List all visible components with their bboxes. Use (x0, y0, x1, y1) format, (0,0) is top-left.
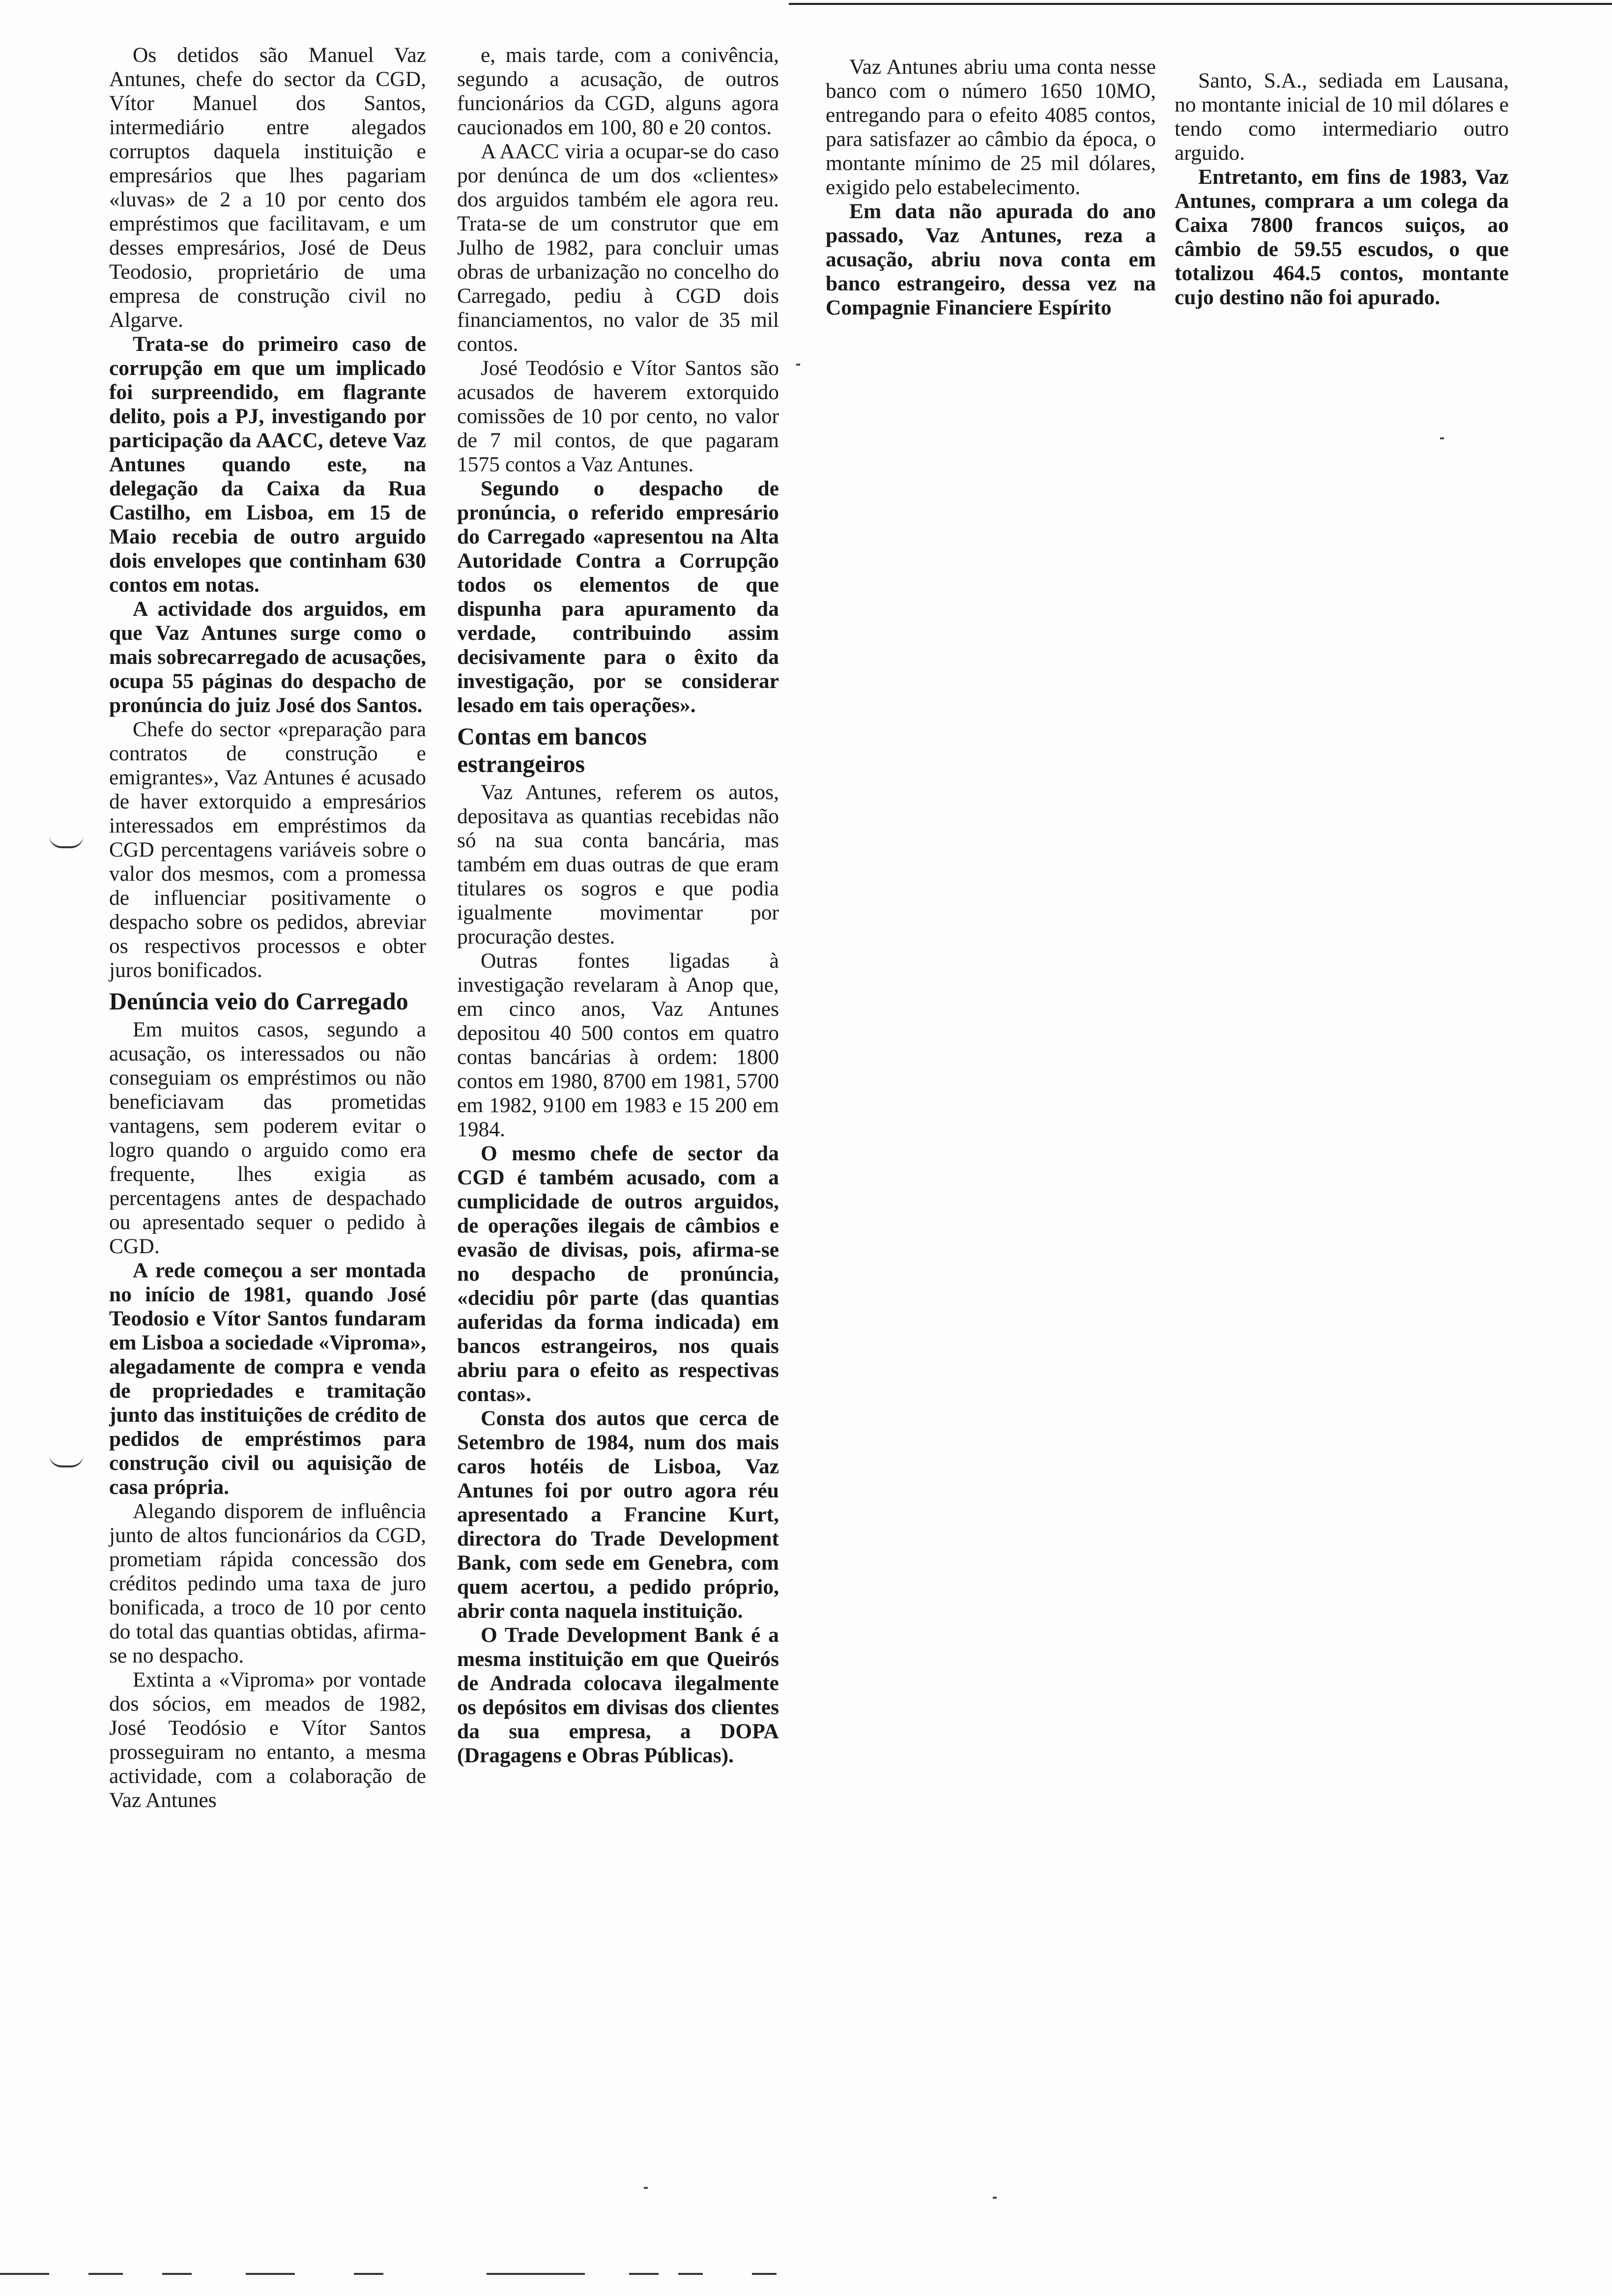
paragraph: Vaz Antunes abriu uma conta nesse banco com o número 1650 10MO, entregando para o efeito 4085 contos, para satisfazer ao câmbio da época, o montante mínimo de 25 mil dólares, exigido pelo estabelecimento. (826, 55, 1156, 199)
bottom-edge-mark (487, 2273, 585, 2275)
bottom-edge-mark (246, 2273, 295, 2275)
bottom-edge-mark (162, 2273, 192, 2275)
binding-hole-mark (49, 1455, 84, 1467)
paragraph: Em muitos casos, segundo a acusação, os interessados ou não conseguiam os empréstimos ou não beneficiavam das prometidas vantagens, sem poderem evitar o logro quando o arguido como era frequente, lhes exigia as percentagens antes de despachado ou apresentado sequer o pedido à CGD. (109, 1018, 426, 1258)
paragraph: Segundo o despacho de pronúncia, o referido empresário do Carregado «apresentou na Alta Autoridade Contra a Corrupção todos os elementos de que dispunha para apuramento da verdade, contribuindo assim decisivamente para o êxito da investigação, por se considerar lesado em tais operações». (457, 477, 779, 717)
paragraph: Santo, S.A., sediada em Lausana, no montante inicial de 10 mil dólares e tendo como intermediario outro arguido. (1175, 69, 1509, 165)
paragraph: Vaz Antunes, referem os autos, depositava as quantias recebidas não só na sua conta bancária, mas também em duas outras de que eram titulares os sogros e que podia igualmente movimentar por procuração destes. (457, 780, 779, 948)
top-rule (789, 3, 1612, 5)
subheading: Denúncia veio do Carregado (109, 987, 408, 1015)
subheading: Contas em bancos estrangeiros (457, 722, 647, 777)
bottom-edge-mark (88, 2273, 123, 2275)
paragraph: Entretanto, em fins de 1983, Vaz Antunes, comprara a um colega da Caixa 7800 francos suiços, ao câmbio de 59.55 escudos, o que totalizou 464.5 contos, montante cujo destino não foi apurado. (1175, 165, 1509, 309)
scan-speck (796, 364, 800, 366)
binding-hole-mark (49, 835, 84, 848)
paragraph: A actividade dos arguidos, em que Vaz Antunes surge como o mais sobrecarregado de acusações, ocupa 55 páginas do despacho de pronúncia do juiz José dos Santos. (109, 597, 426, 717)
bottom-edge-mark (678, 2273, 703, 2275)
scan-speck (993, 2197, 997, 2199)
paragraph: Alegando disporem de influência junto de altos funcionários da CGD, prometiam rápida concessão dos créditos pedindo uma taxa de juro bonificada, a troco de 10 por cento do total das quantias obtidas, afirma-se no despacho. (109, 1499, 426, 1667)
article-column-4 (1175, 69, 1509, 310)
article-column-3 (826, 55, 1156, 320)
paragraph: Trata-se do primeiro caso de corrupção em que um implicado foi surpreendido, em flagrante delito, pois a PJ, investigando por participação da AACC, deteve Vaz Antunes quando este, na delegação da Caixa da Rua Castilho, em Lisboa, em 15 de Maio recebia de outro arguido dois envelopes que continham 630 contos em notas. (109, 332, 426, 597)
bottom-edge-mark (752, 2273, 777, 2275)
paragraph: e, mais tarde, com a conivência, segundo a acusação, de outros funcionários da CGD, alguns agora caucionados em 100, 80 e 20 contos. (457, 43, 779, 139)
bottom-edge-mark (354, 2273, 383, 2275)
bottom-edge-mark (629, 2273, 659, 2275)
paragraph: Extinta a «Viproma» por vontade dos sócios, em meados de 1982, José Teodósio e Vítor Santos prosseguiram no entanto, a mesma actividade, com a colaboração de Vaz Antunes (109, 1668, 426, 1812)
scan-speck (644, 2187, 648, 2189)
bottom-edge-mark (0, 2273, 49, 2275)
paragraph: O mesmo chefe de sector da CGD é também acusado, com a cumplicidade de outros arguidos, de operações ilegais de câmbios e evasão de divisas, pois, afirma-se no despacho de pronúncia, «decidiu pôr parte (das quantias auferidas da forma indicada) em bancos estrangeiros, nos quais abriu para o efeito as respectivas contas». (457, 1142, 779, 1406)
paragraph: Os detidos são Manuel Vaz Antunes, chefe do sector da CGD, Vítor Manuel dos Santos, intermediário entre alegados corruptos daquela instituição e empresários que lhes pagariam «luvas» de 2 a 10 por cento dos empréstimos que facilitavam, e um desses empresários, José de Deus Teodosio, proprietário de uma empresa de construção civil no Algarve. (109, 43, 426, 332)
paragraph: A rede começou a ser montada no início de 1981, quando José Teodosio e Vítor Santos fundaram em Lisboa a sociedade «Viproma», alegadamente de compra e venda de propriedades e tramitação junto das instituições de crédito de pedidos de empréstimos para construção civil ou aquisição de casa própria. (109, 1259, 426, 1499)
paragraph: Consta dos autos que cerca de Setembro de 1984, num dos mais caros hotéis de Lisboa, Vaz Antunes foi por outro agora réu apresentado a Francine Kurt, directora do Trade Development Bank, com sede em Genebra, com quem acertou, a pedido próprio, abrir conta naquela instituição. (457, 1406, 779, 1623)
paragraph: A AACC viria a ocupar-se do caso por denúnca de um dos «clientes» dos arguidos também ele agora reu. Trata-se de um construtor que em Julho de 1982, para concluir umas obras de urbanização no concelho do Carregado, pediu à CGD dois financiamentos, no valor de 35 mil contos. (457, 140, 779, 356)
paragraph: Chefe do sector «preparação para contratos de construção e emigrantes», Vaz Antunes é acusado de haver extorquido a empresários interessados em empréstimos da CGD percentagens variáveis sobre o valor dos mesmos, com a promessa de influenciar positivamente o despacho sobre os pedidos, abreviar os respectivos processos e obter juros bonificados. (109, 718, 426, 982)
paragraph: Em data não apurada do ano passado, Vaz Antunes, reza a acusação, abriu nova conta em banco estrangeiro, dessa vez na Compagnie Financiere Espírito (826, 200, 1156, 319)
scan-speck (1440, 437, 1444, 439)
article-column-2 (457, 43, 779, 1768)
article-column-1 (109, 43, 426, 1812)
paragraph: O Trade Development Bank é a mesma instituição em que Queirós de Andrada colocava ilegalmente os depósitos em divisas dos clientes da sua empresa, a DOPA (Dragagens e Obras Públicas). (457, 1623, 779, 1767)
paragraph: José Teodósio e Vítor Santos são acusados de haverem extorquido comissões de 10 por cento, no valor de 7 mil contos, de que pagaram 1575 contos a Vaz Antunes. (457, 356, 779, 476)
paragraph: Outras fontes ligadas à investigação revelaram à Anop que, em cinco anos, Vaz Antunes depositou 40 500 contos em quatro contas bancárias à ordem: 1800 contos em 1980, 8700 em 1981, 5700 em 1982, 9100 em 1983 e 15 200 em 1984. (457, 949, 779, 1141)
